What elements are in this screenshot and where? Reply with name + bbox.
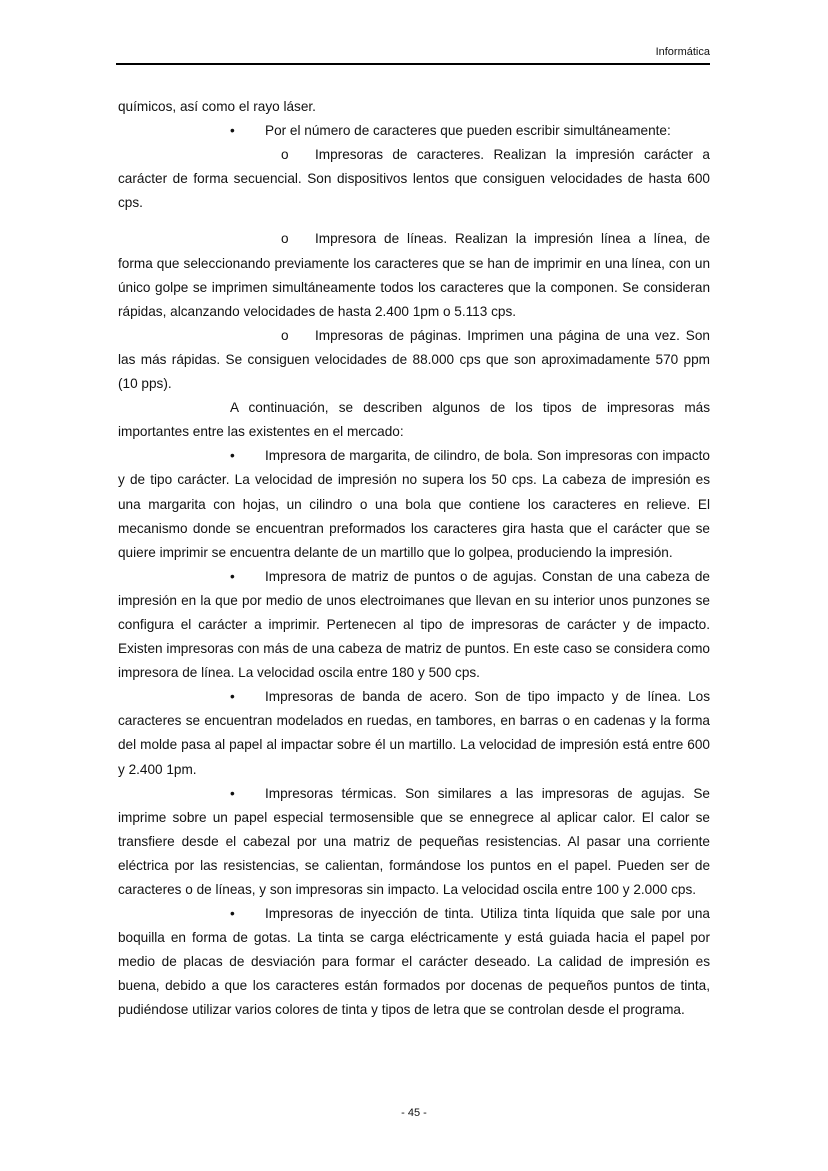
- bullet-item: [118, 119, 710, 143]
- bullet-text: Impresoras de inyección de tinta. Utiliza tinta líquida que sale por una boquilla en forma de gotas. La tinta se carga eléctricamente y está guiada hacia el papel por medio de placas de desviación para formar el carácter deseado. La calidad de impresión es buena, debido a que los caracteres están formados por docenas de pequeños puntos de tinta, pudiéndose utilizar varios colores de tinta y tipos de letra que se controlan desde el programa.: [118, 906, 710, 1018]
- running-header: Informática: [655, 46, 710, 58]
- bullet-item: [118, 782, 710, 902]
- bullet-icon: •: [230, 906, 235, 922]
- bullet-text: Impresora de margarita, de cilindro, de bola. Son impresoras con impacto y de tipo carácter. La velocidad de impresión no supera los 50 cps. La cabeza de impresión es una margarita con hojas, un cilindro o una bola que contiene los caracteres en relieve. El mecanismo donde se encuentran preformados los caracteres gira hasta que el carácter que se quiere imprimir se encuentra delante de un martillo que lo golpea, produciendo la impresión.: [118, 448, 710, 560]
- circle-bullet-icon: o: [281, 327, 289, 343]
- bullet-item: [118, 444, 710, 564]
- bullet-icon: •: [230, 448, 235, 464]
- paragraph: A continuación, se describen algunos de los tipos de impresoras más importantes entre las existentes en el mercado:: [118, 400, 710, 440]
- page-number: - 45 -: [401, 1107, 427, 1119]
- sub-bullet-item: [118, 143, 710, 215]
- bullet-icon: •: [230, 689, 235, 705]
- bullet-text: Impresora de matriz de puntos o de agujas. Constan de una cabeza de impresión en la que por medio de unos electroimanes que llevan en su interior unos punzones se configura el carácter a imprimir. Pertenecen al tipo de impresoras de carácter y de impacto. Existen impresoras con más de una cabeza de matriz de puntos. En este caso se considera como impresora de línea. La velocidad oscila entre 180 y 500 cps.: [118, 568, 710, 681]
- sub-bullet-text: Impresoras de páginas. Imprimen una página de una vez. Son las más rápidas. Se consiguen velocidades de 88.000 cps que son aproximadamente 570 ppm (10 pps).: [118, 327, 710, 392]
- bullet-item: [118, 902, 710, 1022]
- sub-bullet-text: Impresoras de caracteres. Realizan la impresión carácter a carácter de forma secuencial. Son dispositivos lentos que consiguen velocidades de hasta 600 cps.: [118, 147, 710, 211]
- circle-bullet-icon: o: [281, 147, 289, 163]
- bullet-text: Impresoras térmicas. Son similares a las impresoras de agujas. Se imprime sobre un papel especial termosensible que se ennegrece al aplicar calor. El calor se transfiere desde el cabezal por una matriz de pequeñas resistencias. Al pasar una corriente eléctrica por las resistencias, se calientan, formándose los puntos en el papel. Pueden ser de caracteres o de líneas, y son impresoras sin impacto. La velocidad oscila entre 100 y 2.000 cps.: [118, 785, 710, 897]
- sub-bullet-text: Impresora de líneas. Realizan la impresión línea a línea, de forma que seleccionando previamente los caracteres que se han de imprimir en una línea, con un único golpe se imprimen simultáneamente todos los caracteres que la componen. Se consideran rápidas, alcanzando velocidades de hasta 2.400 1pm o 5.113 cps.: [118, 231, 710, 319]
- bullet-item: [118, 685, 710, 781]
- body-text: [118, 95, 710, 1023]
- paragraph-continuation: químicos, así como el rayo láser.: [118, 99, 316, 114]
- bullet-text: Impresoras de banda de acero. Son de tipo impacto y de línea. Los caracteres se encuentran modelados en ruedas, en tambores, en barras o en cadenas y la forma del molde pasa al papel al impactar sobre él un martillo. La velocidad de impresión está entre 600 y 2.400 1pm.: [118, 689, 710, 777]
- sub-bullet-item: [118, 227, 710, 323]
- bullet-icon: •: [230, 123, 235, 139]
- sub-bullet-item: [118, 324, 710, 396]
- header-rule: [116, 63, 710, 65]
- circle-bullet-icon: o: [281, 231, 289, 247]
- bullet-icon: •: [230, 785, 235, 801]
- bullet-icon: •: [230, 568, 235, 584]
- bullet-item: [118, 565, 710, 685]
- bullet-text: Por el número de caracteres que pueden escribir simultáneamente:: [265, 123, 671, 139]
